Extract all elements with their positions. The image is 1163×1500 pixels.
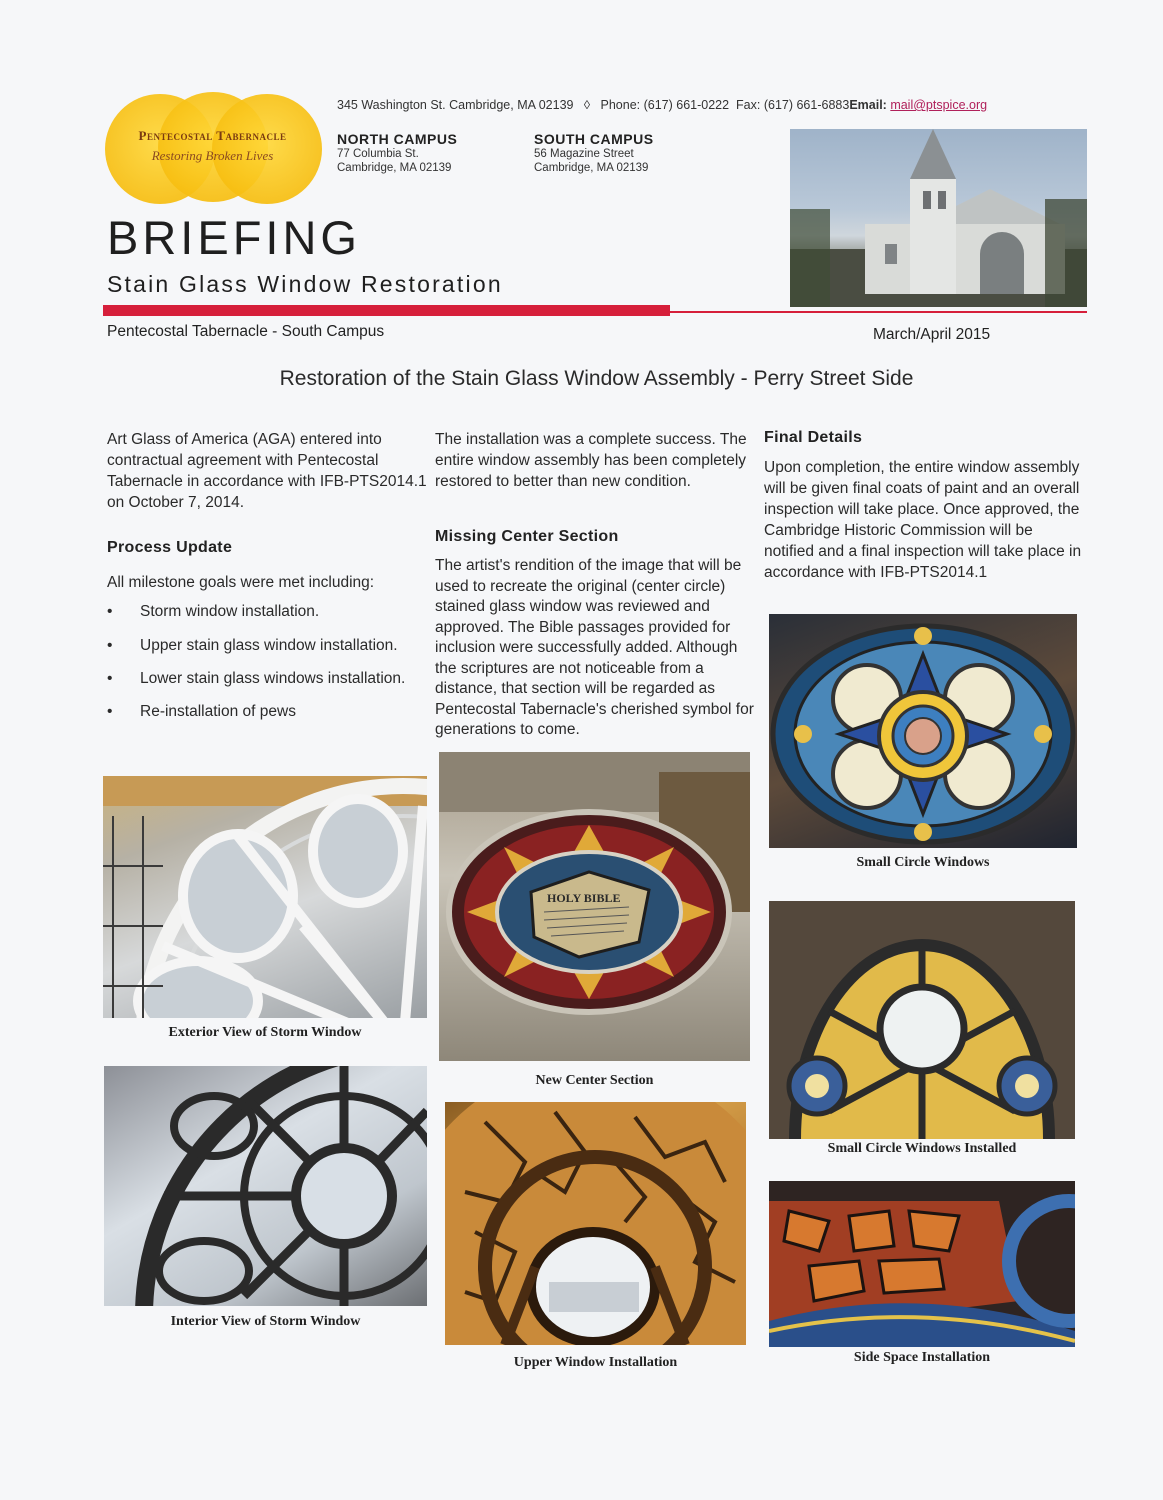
missing-center-heading: Missing Center Section [435, 528, 619, 545]
photo-new-center-section [439, 752, 750, 1061]
bullet-dot-icon: • [107, 703, 113, 720]
south-campus-city: Cambridge, MA 02139 [534, 162, 649, 174]
list-item [107, 637, 437, 655]
newsletter-subtitle: Stain Glass Window Restoration [107, 271, 503, 297]
church-illustration [790, 129, 1087, 307]
address: 345 Washington St. Cambridge, MA 02139 [337, 98, 574, 112]
list-item [107, 603, 437, 621]
north-campus-city: Cambridge, MA 02139 [337, 162, 452, 174]
south-campus-street: 56 Magazine Street [534, 148, 634, 160]
bullet-dot-icon: • [107, 603, 113, 620]
bible-label: HOLY BIBLE [547, 891, 621, 905]
list-item-text: Re-installation of pews [140, 703, 296, 720]
contact-line [337, 98, 987, 112]
list-item [107, 670, 437, 688]
bullet-dot-icon: • [107, 670, 113, 687]
north-campus [337, 131, 457, 175]
storm-window-interior-illustration [104, 1066, 427, 1306]
missing-center-body: The artist's rendition of the image that will be used to recreate the original (center circle) stained glass window was reviewed and approved. The Bible passages provided for inclusion were successfully added. Although the scriptures are not noticeable from a distance, that section will be regarded as Pentecostal Tabernacle's cherished symbol for generations to come. [435, 557, 754, 738]
email-label: Email: [849, 98, 887, 112]
final-details-body: Upon completion, the entire window assembly will be given final coats of paint and an overall inspection will take place. Once approved, the Cambridge Historic Commission will be notified and a final inspection will take place in accordance with IFB-PTS2014.1 [764, 459, 1082, 581]
photo-small-circle-windows-installed [769, 901, 1075, 1139]
final-details-heading: Final Details [764, 429, 863, 446]
logo-tagline: Restoring Broken Lives [151, 148, 274, 163]
article-headline: Restoration of the Stain Glass Window Assembly - Perry Street Side [279, 367, 914, 390]
caption-side-space-installation: Side Space Installation [853, 1350, 991, 1365]
center-section-illustration [439, 752, 750, 1061]
separator-diamond: ◊ [583, 98, 591, 112]
newsletter-title: BRIEFING [107, 211, 361, 264]
caption-interior-storm-window: Interior View of Storm Window [170, 1314, 361, 1329]
upper-window-illustration [445, 1102, 746, 1345]
thin-divider [670, 311, 1087, 313]
red-divider [103, 305, 670, 316]
caption-exterior-storm-window: Exterior View of Storm Window [168, 1025, 362, 1040]
list-item [107, 703, 437, 721]
phone: Phone: (617) 661-0222 [600, 98, 730, 112]
storm-window-exterior-illustration [103, 776, 427, 1018]
process-update-heading: Process Update [107, 539, 233, 556]
north-campus-title: NORTH CAMPUS [337, 131, 458, 147]
photo-small-circle-windows [769, 614, 1077, 848]
logo [100, 92, 325, 207]
list-item-text: Storm window installation. [140, 603, 320, 620]
photo-side-space-installation [769, 1181, 1075, 1347]
logo-name: Pentecostal Tabernacle [138, 128, 287, 143]
caption-small-circle-windows-installed: Small Circle Windows Installed [827, 1141, 1017, 1156]
photo-exterior-storm-window [103, 776, 427, 1018]
north-campus-street: 77 Columbia St. [337, 148, 419, 160]
column1-intro: Art Glass of America (AGA) entered into contractual agreement with Pentecostal Tabernacle in accordance with IFB-PTS2014.1 on October 7, 2014. [107, 431, 427, 511]
caption-new-center-section: New Center Section [535, 1073, 654, 1088]
list-item-text: Lower stain glass windows installation. [140, 670, 406, 687]
milestone-intro: All milestone goals were met including: [107, 574, 375, 591]
arched-window-illustration [769, 901, 1075, 1139]
campus-label: Pentecostal Tabernacle - South Campus [107, 323, 385, 340]
church-photo [790, 129, 1087, 307]
caption-upper-window-installation: Upper Window Installation [513, 1355, 678, 1370]
bullet-dot-icon: • [107, 637, 113, 654]
rose-window-illustration [769, 614, 1077, 848]
column2-intro: The installation was a complete success. The entire window assembly has been completely restored to better than new condition. [435, 431, 747, 490]
caption-small-circle-windows: Small Circle Windows [856, 855, 990, 870]
email-link[interactable]: mail@ptspice.org [890, 98, 988, 112]
fax: Fax: (617) 661-6883 [736, 98, 850, 112]
list-item-text: Upper stain glass window installation. [140, 637, 398, 654]
issue-date: March/April 2015 [873, 326, 991, 343]
photo-upper-window-installation [445, 1102, 746, 1345]
south-campus-title: SOUTH CAMPUS [534, 131, 654, 147]
photo-interior-storm-window [104, 1066, 427, 1306]
side-space-illustration [769, 1181, 1075, 1347]
south-campus [534, 131, 654, 175]
